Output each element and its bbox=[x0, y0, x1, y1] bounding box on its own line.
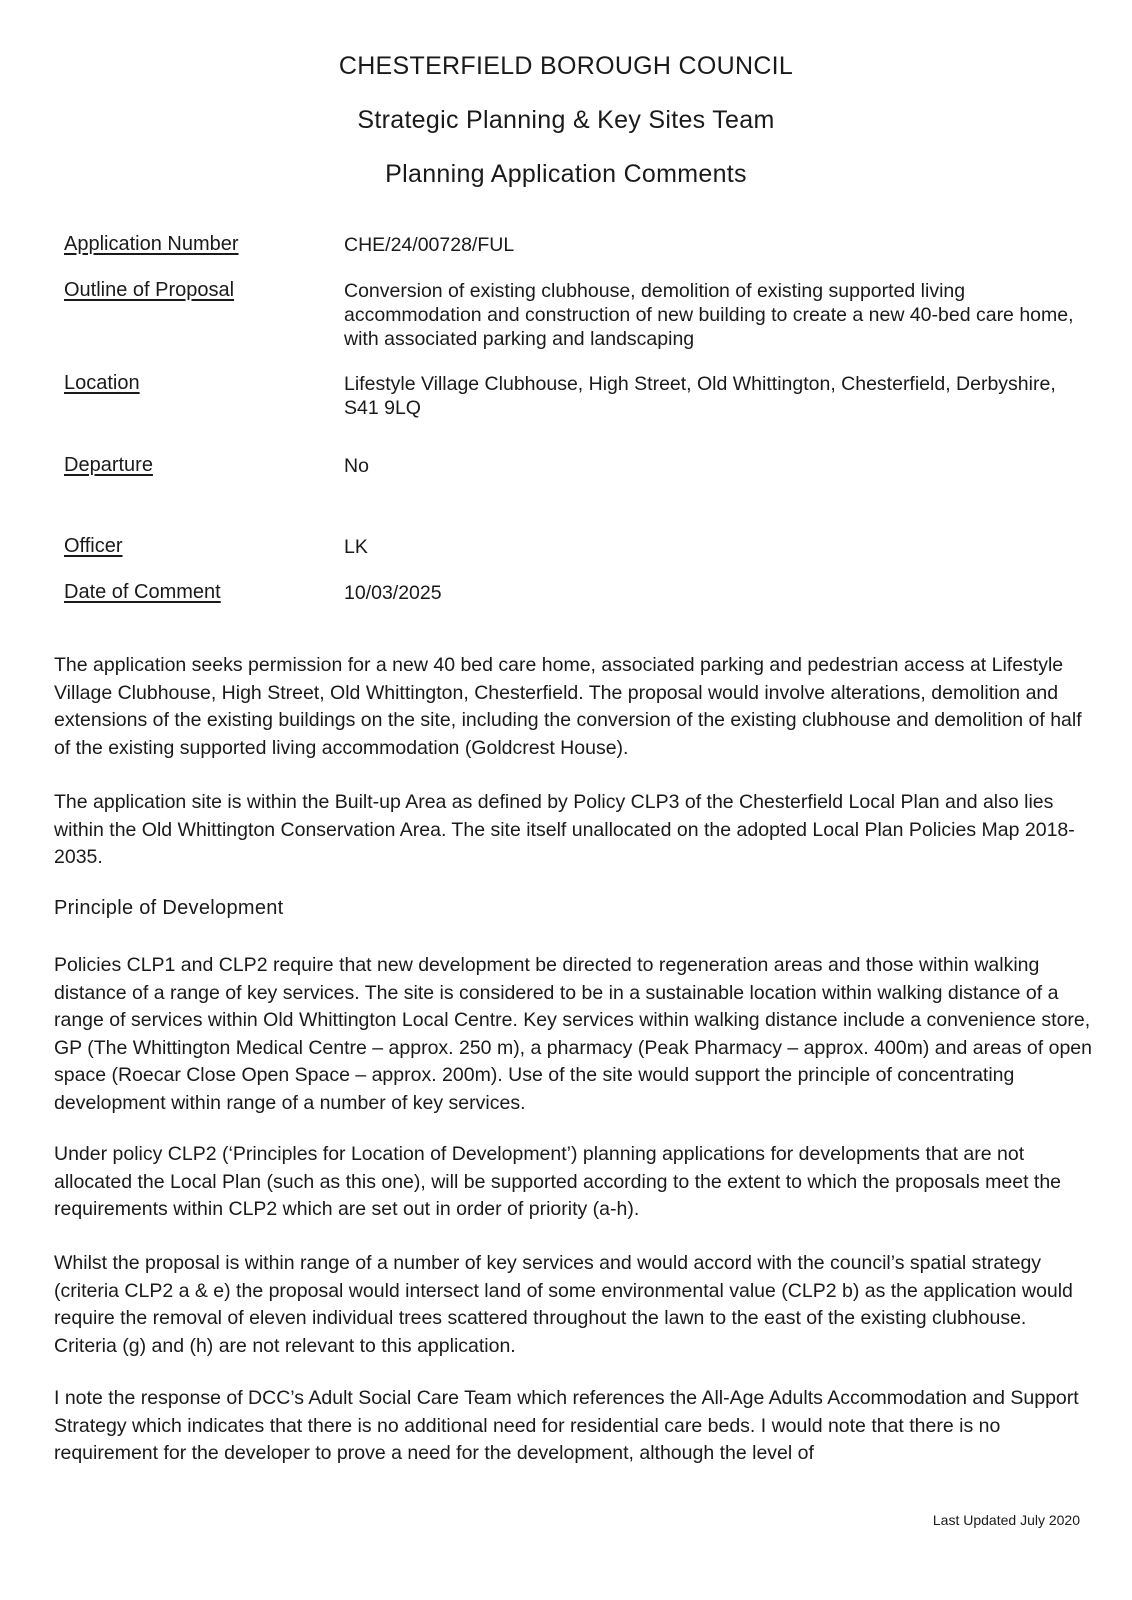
paragraph-application-summary: The application seeks permission for a new 40 bed care home, associated parking and pedestrian access at Lifestyle Village Clubhouse, High Street, Old Whittington, Chesterfield. The proposal would involve alterations, demolition and extensions of the existing buildings on the site, including the conversion of the existing clubhouse and demolition of half of the existing supported living accommodation (Goldcrest House). bbox=[54, 654, 1082, 759]
document-title: Planning Application Comments bbox=[385, 160, 747, 188]
date-label: Date of Comment bbox=[64, 581, 221, 603]
application-number-value: CHE/24/00728/FUL bbox=[344, 234, 515, 256]
departure-value: No bbox=[344, 455, 369, 477]
date-value: 10/03/2025 bbox=[344, 582, 442, 604]
officer-value: LK bbox=[344, 536, 368, 558]
location-value: Lifestyle Village Clubhouse, High Street, Old Whittington, Chesterfield, Derbyshire, S41 9LQ bbox=[344, 373, 1056, 419]
last-updated-footer: Last Updated July 2020 bbox=[932, 1512, 1080, 1528]
paragraph-policies-clp1-clp2: Policies CLP1 and CLP2 require that new development be directed to regeneration areas and those within walking distance of a range of key services. The site is considered to be in a sustainable location within walking distance of a range of services within Old Whittington Local Centre. Key services within walking distance include a convenience store, GP (The Whittington Medical Centre – approx. 250 m), a pharmacy (Peak Pharmacy – approx. 400m) and areas of open space (Roecar Close Open Space – approx. 200m). Use of the site would support the principle of concentrating development within range of a number of key services. bbox=[54, 954, 1092, 1114]
outline-value: Conversion of existing clubhouse, demolition of existing supported living accommodation and construction of new building to create a new 40-bed care home, with associated parking and landscaping bbox=[344, 280, 1074, 350]
outline-label: Outline of Proposal bbox=[64, 279, 235, 301]
paragraph-site-context: The application site is within the Built-up Area as defined by Policy CLP3 of the Chesterfield Local Plan and also lies within the Old Whittington Conservation Area. The site itself unallocated on the adopted Local Plan Policies Map 2018-2035. bbox=[54, 791, 1075, 868]
officer-label: Officer bbox=[64, 535, 123, 557]
paragraph-clp2-priority: Under policy CLP2 (‘Principles for Location of Development’) planning applications for developments that are not allocated the Local Plan (such as this one), will be supported according to the extent to which the proposals meet the requirements within CLP2 which are set out in order of priority (a-h). bbox=[54, 1143, 1062, 1220]
section-heading-principle: Principle of Development bbox=[54, 897, 284, 919]
departure-label: Departure bbox=[64, 454, 153, 476]
application-number-label: Application Number bbox=[64, 233, 239, 255]
location-label: Location bbox=[64, 372, 140, 394]
team-name: Strategic Planning & Key Sites Team bbox=[357, 106, 775, 134]
council-name: CHESTERFIELD BOROUGH COUNCIL bbox=[338, 52, 794, 80]
paragraph-adult-social-care: I note the response of DCC’s Adult Social Care Team which references the All-Age Adults Accommodation and Support Strategy which indicates that there is no additional need for residential care beds. I would note that there is no requirement for the developer to prove a need for the development, although the level of bbox=[54, 1387, 1079, 1464]
paragraph-spatial-strategy: Whilst the proposal is within range of a number of key services and would accord with the council’s spatial strategy (criteria CLP2 a & e) the proposal would intersect land of some environmental value (CLP2 b) as the application would require the removal of eleven individual trees scattered throughout the lawn to the east of the existing clubhouse. Criteria (g) and (h) are not relevant to this application. bbox=[54, 1252, 1073, 1357]
